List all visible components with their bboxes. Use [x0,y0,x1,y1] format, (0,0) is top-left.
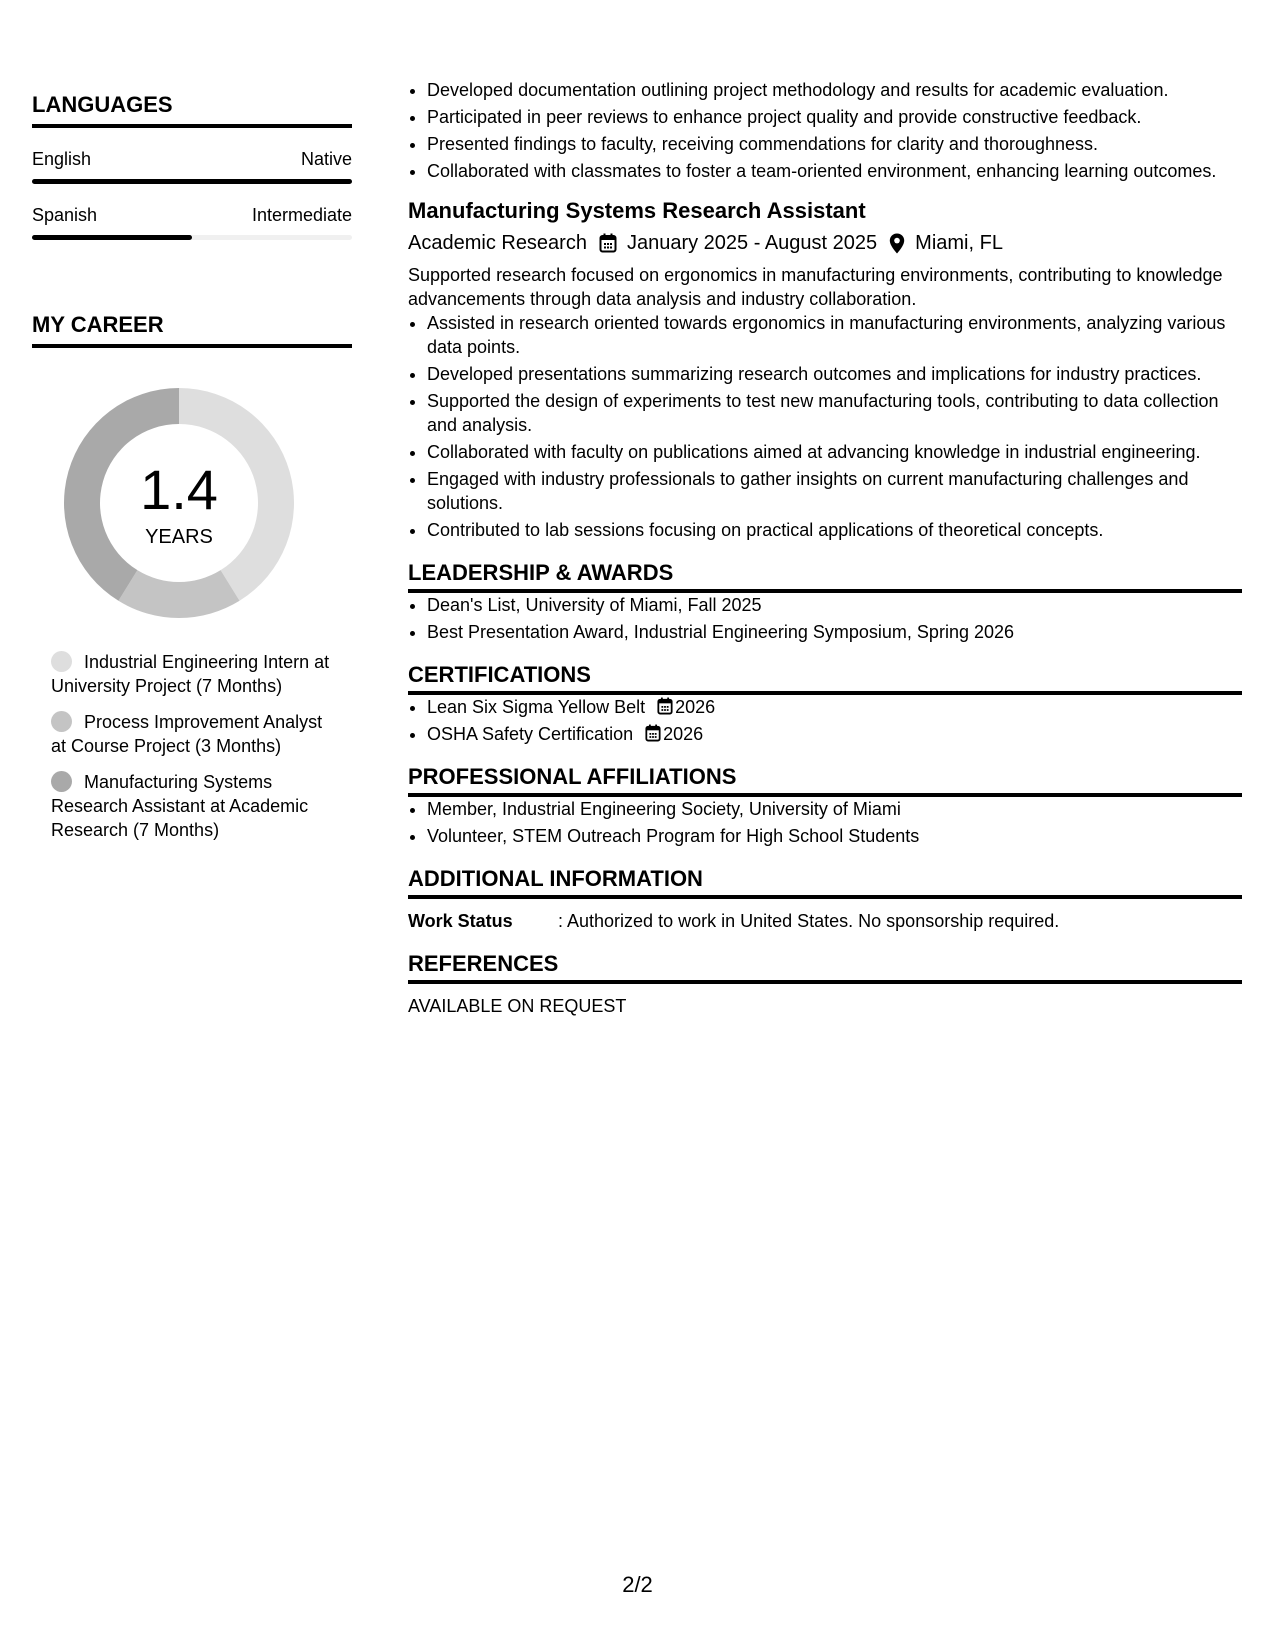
language-name: Spanish [32,205,98,225]
list-item: • Member, Industrial Engineering Society, University of Miami [427,797,1242,821]
work-status-value: : Authorized to work in United States. No sponsorship required. [558,911,1060,931]
calendar-icon [599,233,617,253]
legend-label: Manufacturing Systems Research Assistant at Academic Research (7 Months) [51,772,309,840]
list-item: • Engaged with industry professionals to gather insights on current manufacturing challenges and solutions. [427,467,1242,515]
job-summary: Supported research focused on ergonomics in manufacturing environments, contributing to knowledge advancements through data analysis and industry collaboration. [408,265,1223,309]
certifications-list [408,695,1242,746]
job-meta [408,229,1242,257]
affiliations-heading: PROFESSIONAL AFFILIATIONS [408,764,1242,797]
sidebar [32,92,352,854]
list-item: • Best Presentation Award, Industrial Engineering Symposium, Spring 2026 [427,620,1242,644]
job-organization: Academic Research [408,232,587,254]
map-pin-icon [889,233,905,254]
language-level: Native [300,149,352,169]
list-item: • Assisted in research oriented towards ergonomics in manufacturing environments, analyzing various data points. [427,311,1242,359]
leadership-list [408,593,1242,644]
leadership-heading: LEADERSHIP & AWARDS [408,560,1242,593]
language-proficiency-fill [32,235,192,240]
list-item: • Supported the design of experiments to test new manufacturing tools, contributing to data collection and analysis. [427,389,1242,437]
list-item: • Collaborated with faculty on publications aimed at advancing knowledge in industrial engineering. [427,440,1242,464]
list-item: • Developed presentations summarizing research outcomes and implications for industry practices. [427,362,1242,386]
list-item: • Participated in peer reviews to enhance project quality and provide constructive feedback. [427,105,1242,129]
legend-item [51,770,341,842]
career-heading: MY CAREER [32,312,352,348]
job-dates: January 2025 - August 2025 [626,232,878,254]
previous-job-bullets [408,78,1242,183]
language-proficiency-bar [32,235,352,240]
job-bullets [408,311,1242,542]
work-status-label: Work Status [408,911,513,931]
career-total-unit: YEARS [145,526,213,548]
language-proficiency-bar [32,179,352,184]
language-item [32,204,352,240]
list-item: • Developed documentation outlining project methodology and results for academic evaluation. [427,78,1242,102]
list-item: • Collaborated with classmates to foster a team-oriented environment, enhancing learning outcomes. [427,159,1242,183]
work-status-row [408,909,1242,933]
certification-year: 2026 [675,697,716,717]
list-item: • Volunteer, STEM Outreach Program for High School Students [427,824,1242,848]
job-location: Miami, FL [915,232,1003,254]
certification-name: Lean Six Sigma Yellow Belt [427,697,646,717]
page-number: 2/2 [622,1572,653,1597]
career-total-value: 1.4 [140,458,218,521]
career-legend [51,650,341,842]
calendar-icon [645,724,661,742]
legend-item [51,710,341,758]
list-item: • Presented findings to faculty, receiving commendations for clarity and thoroughness. [427,132,1242,156]
affiliations-list [408,797,1242,848]
list-item: • Contributed to lab sessions focusing on practical applications of theoretical concepts. [427,518,1242,542]
certifications-heading: CERTIFICATIONS [408,662,1242,695]
references-heading: REFERENCES [408,951,1242,984]
main-content [408,78,1242,1018]
language-proficiency-fill [32,179,352,184]
references-text: AVAILABLE ON REQUEST [408,996,627,1016]
legend-swatch [51,711,72,732]
legend-label: Process Improvement Analyst at Course Project (3 Months) [51,712,323,756]
language-item [32,148,352,184]
list-item: • Dean's List, University of Miami, Fall 2025 [427,593,1242,617]
language-name: English [32,149,92,169]
languages-heading: LANGUAGES [32,92,352,128]
additional-info-heading: ADDITIONAL INFORMATION [408,866,1242,899]
legend-item [51,650,341,698]
list-item [427,695,1242,719]
language-level: Intermediate [251,205,352,225]
certification-year: 2026 [663,724,704,744]
calendar-icon [657,697,673,715]
donut-slice [118,570,239,618]
job-title: Manufacturing Systems Research Assistant [408,198,866,223]
legend-label: Industrial Engineering Intern at University Project (7 Months) [51,652,330,696]
list-item [427,722,1242,746]
legend-swatch [51,651,72,672]
career-donut-chart [64,388,294,618]
certification-name: OSHA Safety Certification [427,724,634,744]
legend-swatch [51,771,72,792]
